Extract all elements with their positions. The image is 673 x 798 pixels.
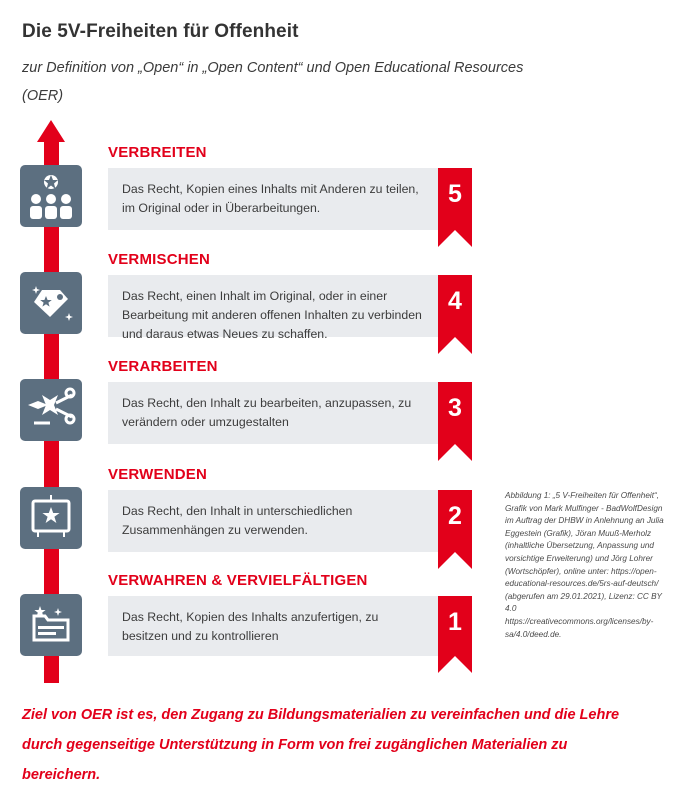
step-text-2: Das Recht, den Inhalt in unterschiedlichen Zusammenhängen zu verwenden. xyxy=(122,504,353,537)
step-panel-5 xyxy=(108,168,438,230)
scissors-edit-icon xyxy=(20,379,82,441)
step-title-5: VERBREITEN xyxy=(108,144,207,161)
step-panel-4 xyxy=(108,275,438,341)
step-title-1: VERWAHREN & VERVIELFÄLTIGEN xyxy=(108,572,368,589)
step-number-5: 5 xyxy=(438,168,472,230)
step-text-1: Das Recht, Kopien des Inhalts anzufertigen, zu besitzen und zu kontrollieren xyxy=(122,610,379,643)
tag-mix-icon xyxy=(20,272,82,334)
folder-store-icon xyxy=(20,594,82,656)
arrow-head-icon xyxy=(37,120,65,142)
presentation-use-icon xyxy=(20,487,82,549)
closing-statement: Ziel von OER ist es, den Zugang zu Bildungsmaterialien zu vereinfachen und die Lehre durch gegenseitige Unterstützung in Form von frei zugänglichen Materialien zu bereichern. xyxy=(22,707,620,783)
page-subtitle: zur Definition von „Open“ in „Open Content“ und Open Educational Resources (OER) xyxy=(22,60,524,104)
page-title: Die 5V-Freiheiten für Offenheit xyxy=(22,20,299,42)
step-title-2: VERWENDEN xyxy=(108,466,208,483)
step-panel-3 xyxy=(108,382,438,444)
step-number-4: 4 xyxy=(438,275,472,337)
share-people-icon xyxy=(20,165,82,227)
step-panel-2 xyxy=(108,490,438,552)
step-text-5: Das Recht, Kopien eines Inhalts mit Anderen zu teilen, im Original oder in Überarbeitungen. xyxy=(122,182,419,215)
step-number-2: 2 xyxy=(438,490,472,552)
step-text-3: Das Recht, den Inhalt zu bearbeiten, anzupassen, zu verändern oder umzugestalten xyxy=(122,396,412,429)
step-number-1: 1 xyxy=(438,596,472,656)
step-panel-1 xyxy=(108,596,438,656)
step-title-4: VERMISCHEN xyxy=(108,251,211,268)
step-text-4: Das Recht, einen Inhalt im Original, oder in einer Bearbeitung mit anderen offenen Inhalten zu verbinden und daraus etwas Neues zu schaffen. xyxy=(122,289,422,341)
figure-caption: Abbildung 1: „5 V-Freiheiten für Offenheit“, Grafik von Mark Mulfinger - BadWolfDesign im Auftrag der DHBW in Anlehnung an Julia Eggestein (Grafik), Jöran Muuß-Merholz (inhaltliche Übersetzung, Anpassung und vorsichtige Erweiterung) und Jörg Lohrer (Wortschöpfer), online unter: https://open-educational-resources.de/5rs-auf-deutsch/ (abgerufen am 29.01.2021), Lizenz: CC BY 4.0 https://creativecommons.org/licenses/by-sa/4.0/deed.de. xyxy=(505,491,664,639)
step-title-3: VERARBEITEN xyxy=(108,358,218,375)
step-number-3: 3 xyxy=(438,382,472,444)
